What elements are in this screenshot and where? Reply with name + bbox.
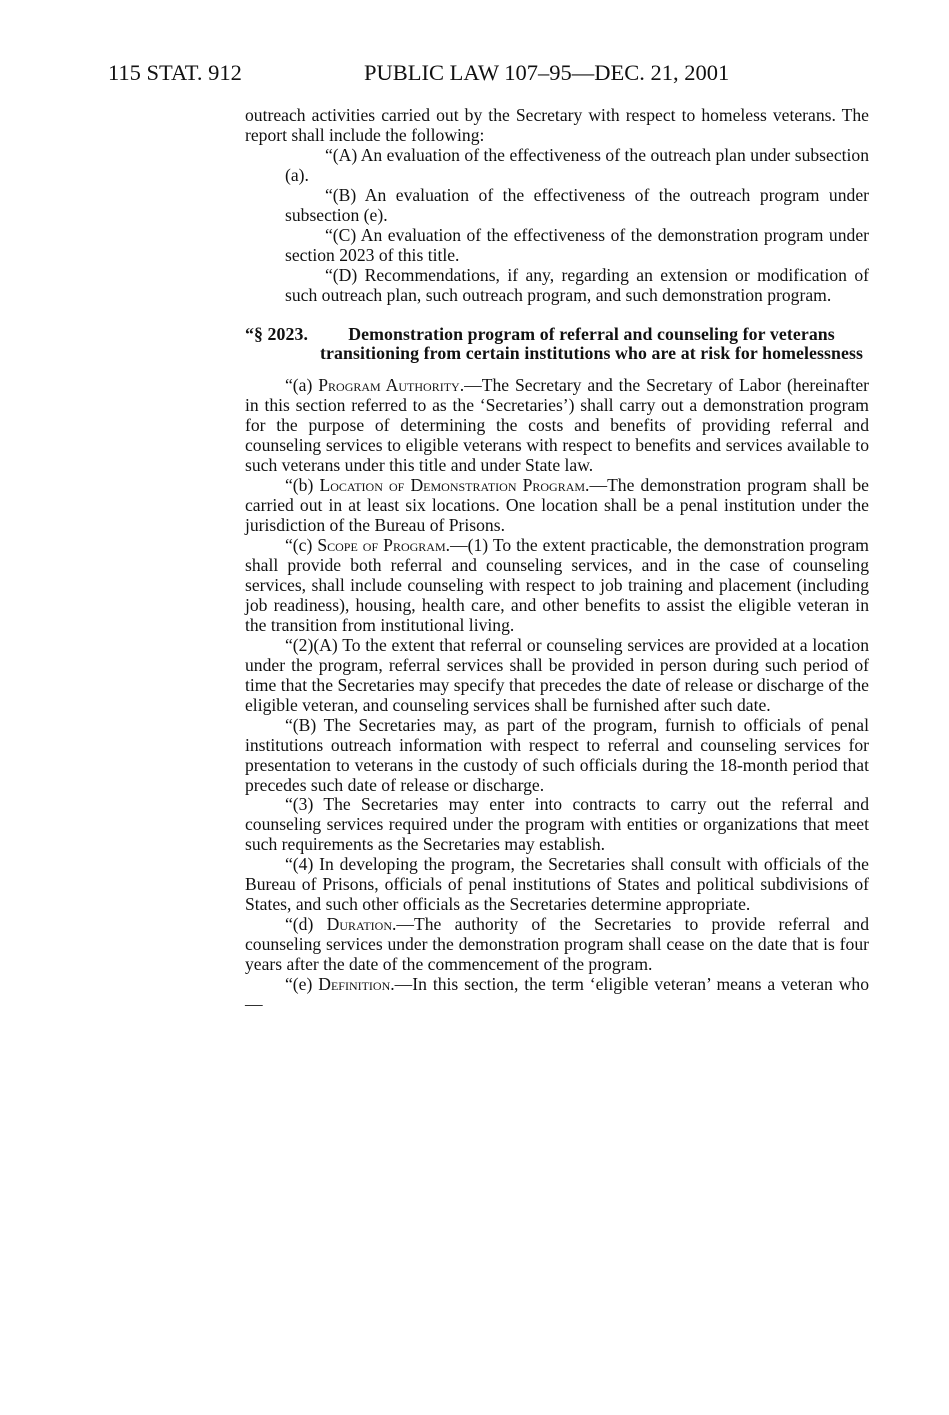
- report-intro-paragraph: outreach activities carried out by the Secretary with respect to homeless veterans. The report shall include the following:: [245, 105, 869, 145]
- subsection-a: [245, 376, 869, 476]
- subsection-d: [245, 915, 869, 975]
- section-number: “§ 2023.: [245, 323, 309, 344]
- subsection-c-paragraph-4: “(4) In developing the program, the Secretaries shall consult with officials of the Bureau of Prisons, officials of penal institutions of States and political subdivisions of States, and such other officials as the Secretaries determine appropriate.: [245, 854, 869, 915]
- subsection-b-heading: Location of Demonstration Program.: [319, 475, 590, 496]
- subsection-c-text: —(1) To the extent practicable, the demonstration program shall provide both referral and counseling services, and in the case of counseling services, shall include counseling with respect to job training and placement (including job readiness), housing, health care, and other benefits to assist the eligible veteran in the transition from institutional living.: [245, 535, 869, 635]
- subsection-b: [245, 476, 869, 536]
- subsection-d-prefix: “(d): [285, 914, 327, 935]
- subsection-e-text: —In this section, the term ‘eligible veteran’ means a veteran who—: [245, 974, 870, 1014]
- subsection-a-heading: Program Authority.: [318, 375, 465, 396]
- section-heading: [245, 325, 869, 365]
- subsection-e-prefix: “(e): [285, 974, 319, 995]
- subsection-d-heading: Duration.: [326, 914, 397, 935]
- subsection-c-prefix: “(c): [285, 535, 318, 556]
- subsection-c-paragraph-2a: “(2)(A) To the extent that referral or counseling services are provided at a location under the program, referral services shall be provided in person during such period of time that the Secretaries may specify that precedes the date of release or discharge of the eligible veteran, and counseling services shall be furnished after such date.: [245, 634, 869, 715]
- report-item-a: “(A) An evaluation of the effectiveness of the outreach plan under subsection (a).: [285, 144, 869, 185]
- subsection-d-text: —The authority of the Secretaries to provide referral and counseling services under the demonstration program shall cease on the date that is four years after the date of the commencement of the program.: [245, 914, 869, 975]
- subsection-a-text: —The Secretary and the Secretary of Labor (hereinafter in this section referred to as the ‘Secretaries’) shall carry out a demonstration program for the purpose of determining the costs and benefits of providing referral and counseling services to eligible veterans with respect to benefits and services available to such veterans under this title and under State law.: [245, 375, 870, 476]
- subsection-c-paragraph-3: “(3) The Secretaries may enter into contracts to carry out the referral and counseling services required under the program with entities or organizations that meet such requirements as the Secretaries may establish.: [245, 794, 869, 855]
- subsection-e: [245, 975, 869, 1015]
- report-item-d: “(D) Recommendations, if any, regarding an extension or modification of such outreach plan, such outreach program, and such demonstration program.: [285, 264, 869, 305]
- report-item-c: “(C) An evaluation of the effectiveness of the demonstration program under section 2023 of this title.: [285, 224, 869, 265]
- page-body: [245, 106, 869, 1015]
- subsection-c-paragraph-2b: “(B) The Secretaries may, as part of the program, furnish to officials of penal institutions outreach information with respect to referral and counseling services for presentation to veterans in the custody of such officials during the 18-month period that precedes such date of release or discharge.: [245, 714, 869, 795]
- subsection-b-prefix: “(b): [285, 475, 320, 496]
- public-law-citation: PUBLIC LAW 107–95—DEC. 21, 2001: [364, 60, 730, 85]
- page-header: [108, 58, 768, 88]
- subsection-b-text: —The demonstration program shall be carried out in at least six locations. One location shall be a penal institution under the jurisdiction of the Bureau of Prisons.: [245, 475, 869, 536]
- subsection-c-heading: Scope of Program.: [317, 535, 451, 556]
- stat-citation: 115 STAT. 912: [108, 60, 242, 85]
- subsection-a-prefix: “(a): [285, 375, 319, 396]
- subsection-c: [245, 536, 869, 636]
- subsection-e-heading: Definition.: [318, 974, 395, 995]
- section-title: Demonstration program of referral and counseling for veterans transitioning from certain institutions who are at risk for homelessness: [319, 323, 864, 364]
- report-item-b: “(B) An evaluation of the effectiveness of the outreach program under subsection (e).: [285, 184, 869, 225]
